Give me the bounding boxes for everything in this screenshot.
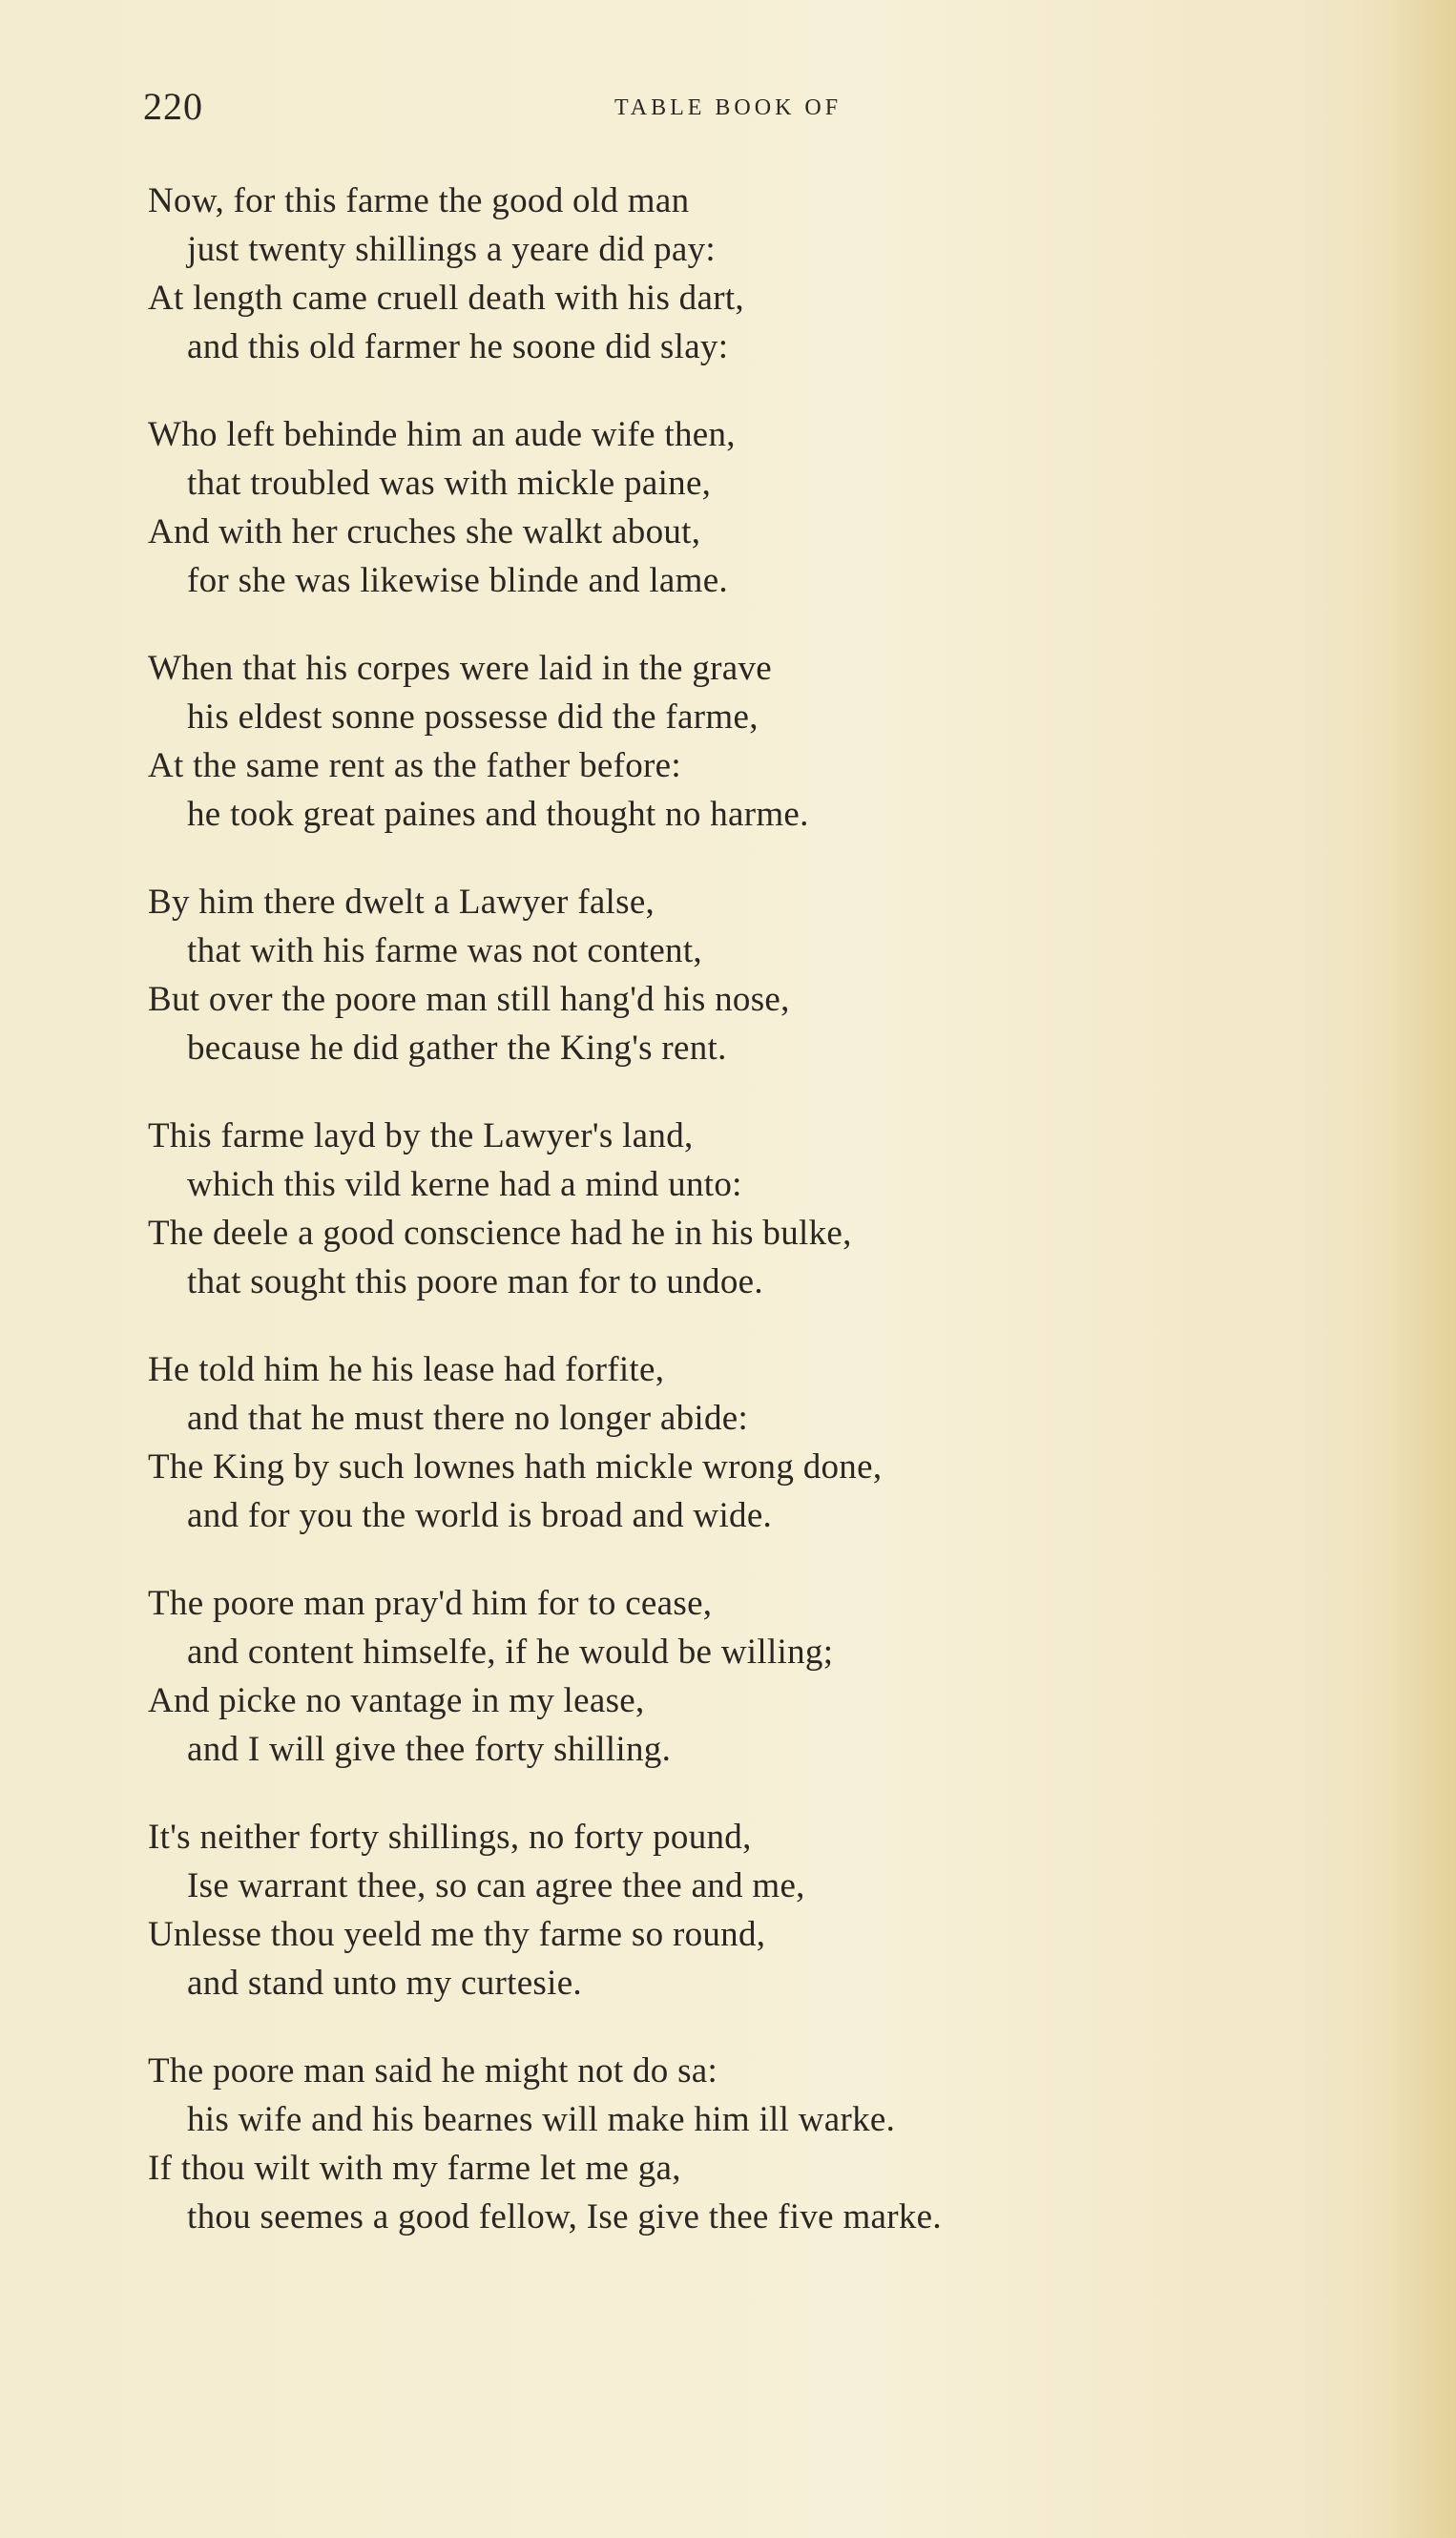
verse-line: If thou wilt with my farme let me ga, [148, 2149, 681, 2188]
verse-line: just twenty shillings a yeare did pay: [187, 230, 716, 269]
verse-line: and for you the world is broad and wide. [187, 1496, 773, 1535]
verse-line: and that he must there no longer abide: [187, 1399, 749, 1438]
verse-line: and this old farmer he soone did slay: [187, 327, 729, 366]
verse-line: because he did gather the King's rent. [187, 1029, 727, 1068]
poem-body [148, 177, 1274, 2280]
verse-line: It's neither forty shillings, no forty pound, [148, 1818, 752, 1857]
verse-line: that with his farme was not content, [187, 931, 702, 970]
verse-line: When that his corpes were laid in the grave [148, 649, 772, 688]
verse-line: and I will give thee forty shilling. [187, 1730, 672, 1769]
stanza [148, 2047, 1274, 2241]
stanza [148, 1112, 1274, 1306]
stanza [148, 1579, 1274, 1774]
stanza [148, 177, 1274, 371]
verse-line: At the same rent as the father before: [148, 746, 681, 785]
verse-line: that troubled was with mickle paine, [187, 464, 712, 503]
verse-line: and content himselfe, if he would be willing; [187, 1633, 834, 1672]
stanza [148, 1813, 1274, 2008]
verse-line: his wife and his bearnes will make him ill warke. [187, 2100, 896, 2139]
verse-line: At length came cruell death with his dart, [148, 279, 744, 318]
verse-line: Who left behinde him an aude wife then, [148, 415, 736, 454]
stanza [148, 1345, 1274, 1540]
page-number: 220 [143, 85, 203, 128]
verse-line: The poore man said he might not do sa: [148, 2051, 718, 2091]
verse-line: Now, for this farme the good old man [148, 181, 690, 220]
verse-line: And picke no vantage in my lease, [148, 1681, 645, 1720]
verse-line: He told him he his lease had forfite, [148, 1350, 665, 1389]
verse-line: thou seemes a good fellow, Ise give thee five marke. [187, 2197, 942, 2236]
verse-line: The deele a good conscience had he in his bulke, [148, 1214, 852, 1253]
verse-line: which this vild kerne had a mind unto: [187, 1165, 742, 1204]
verse-line: And with her cruches she walkt about, [148, 512, 701, 551]
verse-line: Unlesse thou yeeld me thy farme so round, [148, 1915, 766, 1954]
stanza [148, 410, 1274, 605]
page-header [143, 84, 1307, 132]
stanza [148, 878, 1274, 1072]
verse-line: The poore man pray'd him for to cease, [148, 1584, 713, 1623]
stanza [148, 644, 1274, 839]
page-edge-shading [1389, 0, 1456, 2538]
verse-line: This farme layd by the Lawyer's land, [148, 1116, 694, 1155]
verse-line: But over the poore man still hang'd his nose, [148, 980, 790, 1019]
verse-line: he took great paines and thought no harme. [187, 795, 809, 834]
verse-line: The King by such lownes hath mickle wrong done, [148, 1447, 883, 1487]
verse-line: for she was likewise blinde and lame. [187, 561, 728, 600]
verse-line: and stand unto my curtesie. [187, 1964, 582, 2003]
running-head: TABLE BOOK OF [614, 95, 842, 120]
verse-line: that sought this poore man for to undoe. [187, 1262, 763, 1301]
verse-line: By him there dwelt a Lawyer false, [148, 883, 655, 922]
verse-line: Ise warrant thee, so can agree thee and me, [187, 1866, 805, 1905]
verse-line: his eldest sonne possesse did the farme, [187, 697, 759, 737]
